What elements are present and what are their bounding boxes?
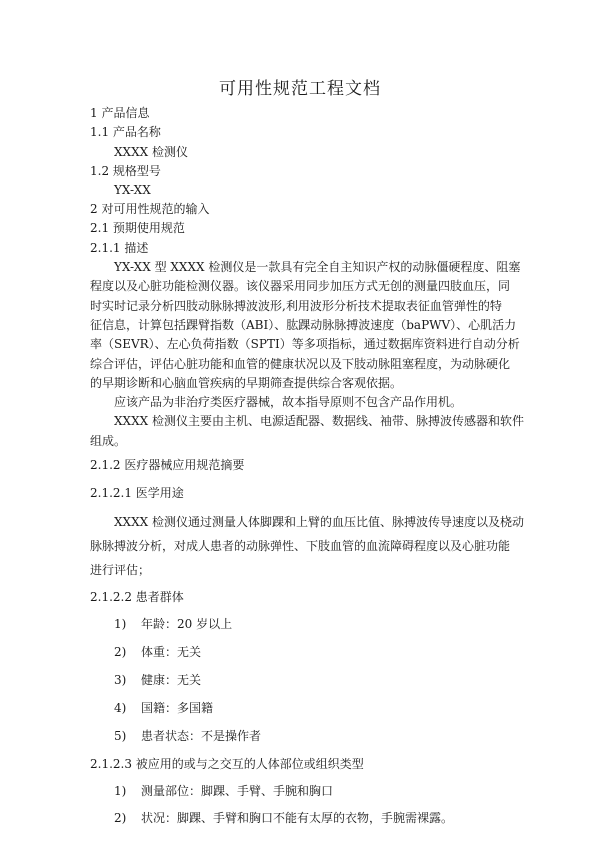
medical-use-line: 进行评估； <box>90 563 151 577</box>
document-title: 可用性规范工程文档 <box>219 79 381 99</box>
list-item-number: 1) <box>114 617 127 631</box>
list-item-number: 2) <box>114 811 127 825</box>
list-item-number: 4) <box>114 701 127 715</box>
medical-use-line: XXXX 检测仪通过测量人体脚踝和上臂的血压比值、脉搏波传导速度以及桡动 <box>114 515 524 529</box>
desc-line: 率（SEVR）、左心负荷指数（SPTI）等多项指标，通过数据库资料进行自动分析 <box>90 337 520 351</box>
list-item: 患者状态：不是操作者 <box>141 729 262 743</box>
desc-line: 程度以及心脏功能检测仪器。该仪器采用同步加压方式无创的测量四肢血压，同 <box>90 279 511 293</box>
heading-1: 1 产品信息 <box>90 106 150 120</box>
heading-2: 2 对可用性规范的输入 <box>90 202 210 216</box>
heading-1-1: 1.1 产品名称 <box>90 125 161 139</box>
medical-use-line: 脉脉搏波分析，对成人患者的动脉弹性、下肢血管的血流障碍程度以及心脏功能 <box>90 539 511 553</box>
heading-2-1-2: 2.1.2 医疗器械应用规范摘要 <box>90 458 245 472</box>
not-therapy-note: 应该产品为非治疗类医疗器械，故本指导原则不包含产品作用机。 <box>114 395 463 409</box>
model-number: YX-XX <box>114 183 151 197</box>
list-item-number: 2) <box>114 645 127 659</box>
heading-1-2: 1.2 规格型号 <box>90 164 161 178</box>
heading-2-1-2-2: 2.1.2.2 患者群体 <box>90 590 184 604</box>
list-item: 测量部位：脚踝、手臂、手腕和胸口 <box>141 784 334 798</box>
composition-line: 组成。 <box>90 434 127 448</box>
product-name: XXXX 检测仪 <box>114 145 188 159</box>
list-item: 状况：脚踝、手臂和胸口不能有太厚的衣物，手腕需裸露。 <box>141 811 454 825</box>
desc-line: 时实时记录分析四肢动脉脉搏波波形,利用波形分析技术提取表征血管弹性的特 <box>90 299 502 313</box>
desc-line: 综合评估，评估心脏功能和血管的健康状况以及下肢动脉阻塞程度，为动脉硬化 <box>90 357 511 371</box>
list-item: 体重：无关 <box>141 645 202 659</box>
list-item-number: 3) <box>114 673 127 687</box>
desc-line: YX-XX 型 XXXX 检测仪是一款具有完全自主知识产权的动脉僵硬程度、阻塞 <box>114 260 521 274</box>
heading-2-1-2-3: 2.1.2.3 被应用的或与之交互的人体部位或组织类型 <box>90 757 364 771</box>
heading-2-1-1: 2.1.1 描述 <box>90 241 149 255</box>
heading-2-1: 2.1 预期使用规范 <box>90 221 185 235</box>
desc-line: 的早期诊断和心脑血管疾病的早期筛查提供综合客观依据。 <box>90 376 403 390</box>
composition-line: XXXX 检测仪主要由主机、电源适配器、数据线、袖带、脉搏波传感器和软件 <box>114 414 524 428</box>
heading-2-1-2-1: 2.1.2.1 医学用途 <box>90 486 184 500</box>
list-item: 年龄：20 岁以上 <box>141 617 233 631</box>
list-item-number: 1) <box>114 784 127 798</box>
desc-line: 征信息，计算包括踝臂指数（ABI）、肱踝动脉脉搏波速度（baPWV）、心肌活力 <box>90 318 517 332</box>
list-item: 健康：无关 <box>141 673 202 687</box>
list-item: 国籍：多国籍 <box>141 701 214 715</box>
list-item-number: 5) <box>114 729 127 743</box>
